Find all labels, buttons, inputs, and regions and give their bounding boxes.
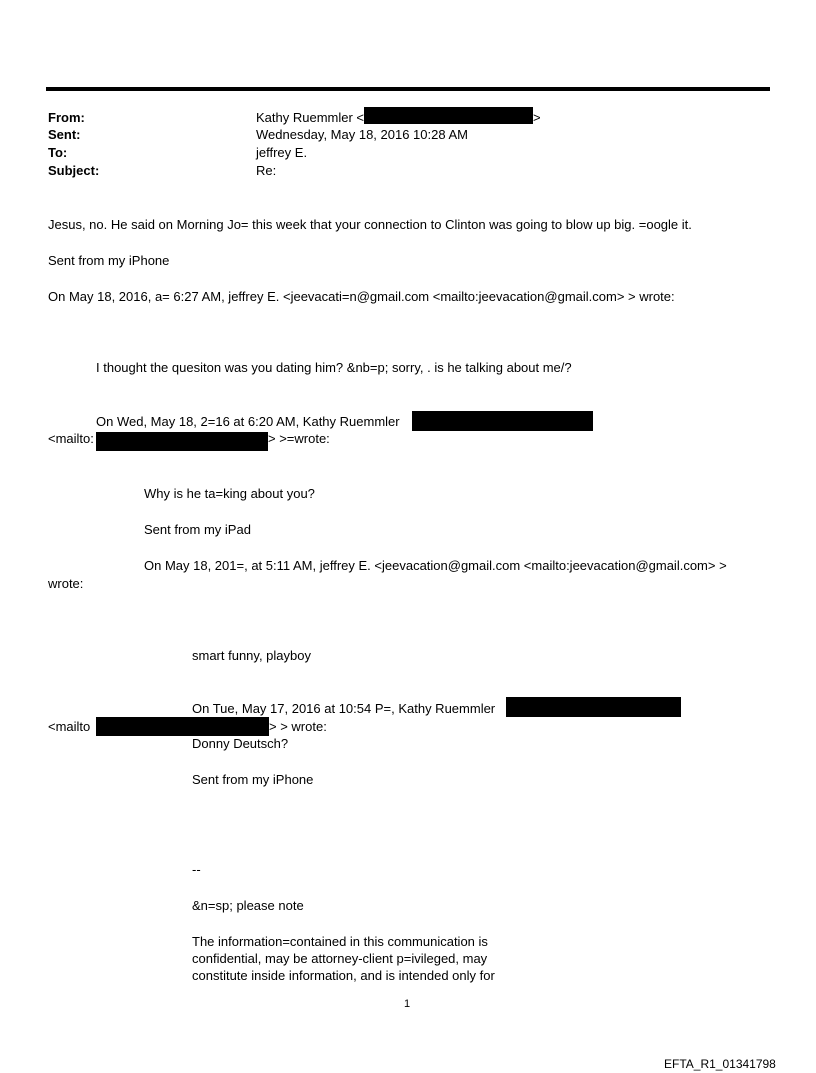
to-label: To: — [48, 145, 68, 160]
quote-2-tail: > >=wrote: — [268, 431, 330, 446]
quote-2-mailto: <mailto: — [48, 431, 94, 446]
message-4-header: On Tue, May 17, 2016 at 10:54 P=, Kathy Ruemmler — [192, 701, 496, 716]
message-3-text: smart funny, playboy — [192, 648, 311, 663]
signature-separator: -- — [192, 862, 201, 877]
reply-1-signature: Sent from my iPad — [144, 522, 251, 537]
from-label: From: — [48, 110, 85, 125]
message-4-text: Donny Deutsch? — [192, 736, 289, 751]
reply-2-header-wrap: wrote: — [48, 576, 84, 591]
quote-2-header: On Wed, May 18, 2=16 at 6:20 AM, Kathy Ruemmler — [96, 414, 400, 429]
header-rule — [46, 87, 770, 91]
subject-label: Subject: — [48, 163, 100, 178]
redaction-from-email — [364, 107, 533, 124]
redaction-message-4-email — [506, 697, 681, 717]
body-signature-1: Sent from my iPhone — [48, 253, 170, 268]
subject-value: Re: — [256, 163, 277, 178]
sent-label: Sent: — [48, 127, 81, 142]
disclaimer-line-3: constitute inside information, and is intended only for — [192, 968, 495, 983]
body-paragraph-1: Jesus, no. He said on Morning Jo= this week that your connection to Clinton was going to blow up big. =oogle it. — [48, 217, 692, 232]
message-4-signature: Sent from my iPhone — [192, 772, 314, 787]
disclaimer-line-2: confidential, may be attorney-client p=ivileged, may — [192, 951, 488, 966]
reply-2-header: On May 18, 201=, at 5:11 AM, jeffrey E. <jeevacation@gmail.com <mailto:jeevacation@gmail.com> > — [144, 558, 727, 573]
document-id-footer: EFTA_R1_01341798 — [664, 1057, 776, 1071]
redaction-quote-2-email — [412, 411, 593, 431]
from-value: Kathy Ruemmler < — [256, 110, 365, 125]
message-4-tail: > > wrote: — [269, 719, 327, 734]
disclaimer-line-1: The information=contained in this communication is — [192, 934, 488, 949]
redaction-message-4-mailto — [96, 717, 269, 736]
message-4-mailto: <mailto — [48, 719, 91, 734]
page-number: 1 — [404, 998, 411, 1010]
from-close: > — [533, 110, 541, 125]
redaction-quote-2-mailto — [96, 432, 268, 451]
reply-1-text: Why is he ta=king about you? — [144, 486, 315, 501]
disclaimer-heading: &n=sp; please note — [192, 898, 304, 913]
sent-value: Wednesday, May 18, 2016 10:28 AM — [256, 127, 468, 142]
to-value: jeffrey E. — [256, 145, 308, 160]
body-quote-header-1: On May 18, 2016, a= 6:27 AM, jeffrey E. <jeevacati=n@gmail.com <mailto:jeevacation@gmail.com> > wrote: — [48, 289, 675, 304]
quote-1-text: I thought the quesiton was you dating him? &nb=p; sorry, . is he talking about me/? — [96, 360, 572, 375]
